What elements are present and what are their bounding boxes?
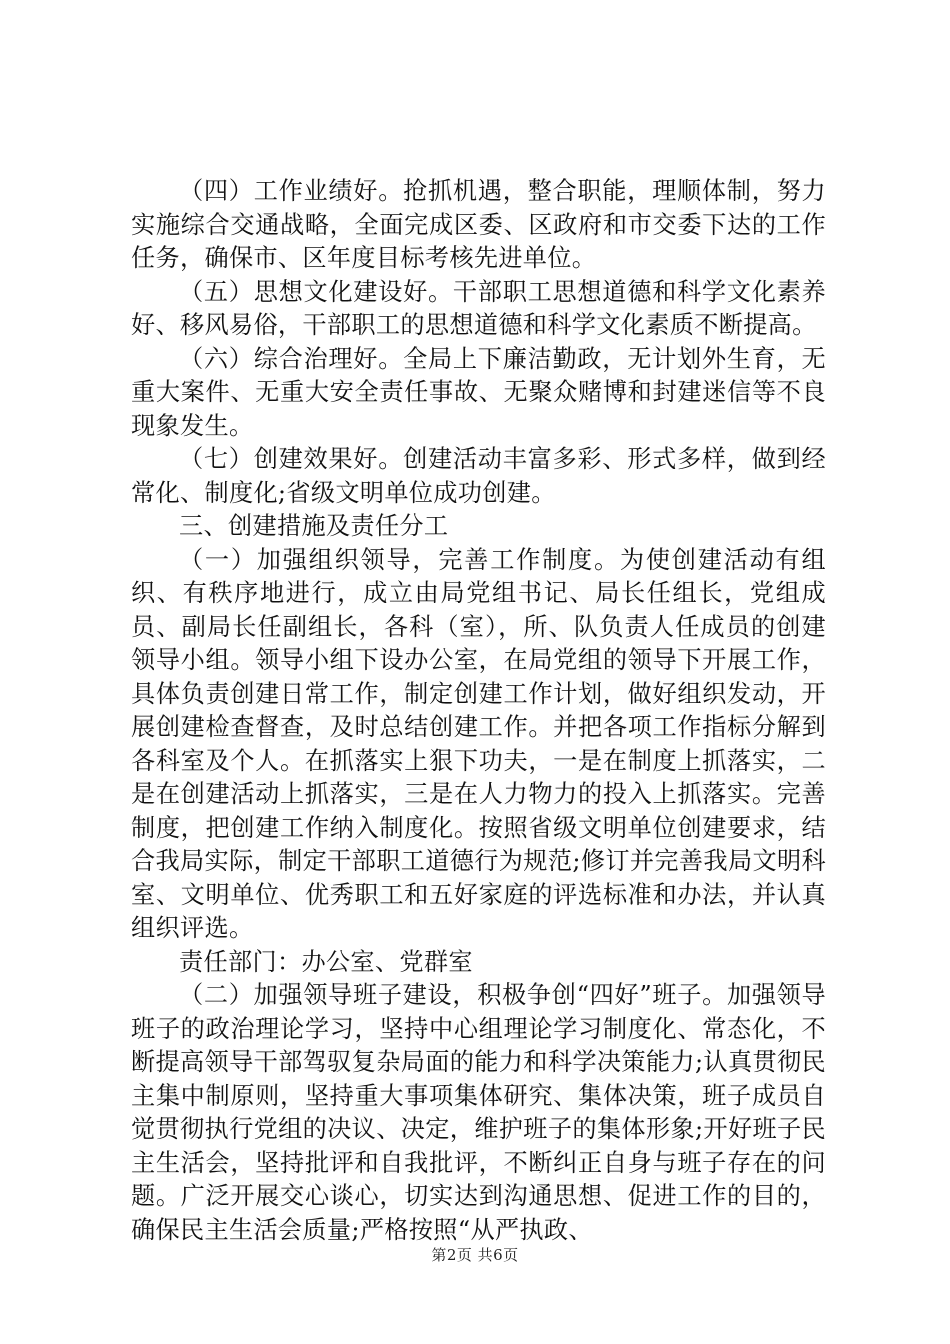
page-footer: 第2页 共6页 (431, 1246, 519, 1264)
paragraph-culture-building: （五）思想文化建设好。干部职工思想道德和科学文化素养好、移风易俗，干部职工的思想道德和科学文化素质不断提高。 (131, 277, 826, 339)
paragraph-comprehensive-governance: （六）综合治理好。全局上下廉洁勤政，无计划外生育，无重大案件、无重大安全责任事故、无聚众赌博和封建迷信等不良现象发生。 (131, 344, 826, 440)
paragraph-work-performance: （四）工作业绩好。抢抓机遇，整合职能，理顺体制，努力实施综合交通战略，全面完成区委、区政府和市交委下达的工作任务，确保市、区年度目标考核先进单位。 (131, 177, 826, 272)
paragraph-responsible-department: 责任部门：办公室、党群室 (179, 947, 473, 976)
paragraph-organization-leadership: （一）加强组织领导，完善工作制度。为使创建活动有组织、有秩序地进行，成立由局党组书记、局长任组长，党组成员、副局长任副组长，各科（室），所、队负责人任成员的创建领导小组。领导小组下设办公室，在局党组的领导下开展工作，具体负责创建日常工作，制定创建工作计划，做好组织发动，开展创建检查督查，及时总结创建工作。并把各项工作指标分解到各科室及个人。在抓落实上狠下功夫，一是在制度上抓落实，二是在创建活动上抓落实，三是在人力物力的投入上抓落实。完善制度，把创建工作纳入制度化。按照省级文明单位创建要求，结合我局实际，制定干部职工道德行为规范;修订并完善我局文明科室、文明单位、优秀职工和五好家庭的评选标准和办法，并认真组织评选。 (131, 545, 826, 942)
document-body (131, 175, 826, 1247)
section-heading-measures: 三、创建措施及责任分工 (179, 512, 449, 540)
paragraph-creation-effect: （七）创建效果好。创建活动丰富多彩、形式多样，做到经常化、制度化;省级文明单位成功创建。 (131, 445, 826, 507)
paragraph-leadership-team: （二）加强领导班子建设，积极争创“四好”班子。加强领导班子的政治理论学习，坚持中心组理论学习制度化、常态化，不断提高领导干部驾驭复杂局面的能力和科学决策能力;认真贯彻民主集中制原则，坚持重大事项集体研究、集体决策，班子成员自觉贯彻执行党组的决议、决定，维护班子的集体形象;开好班子民主生活会，坚持批评和自我批评，不断纠正自身与班子存在的问题。广泛开展交心谈心，切实达到沟通思想、促进工作的目的，确保民主生活会质量;严格按照“从严执政、 (131, 981, 826, 1244)
